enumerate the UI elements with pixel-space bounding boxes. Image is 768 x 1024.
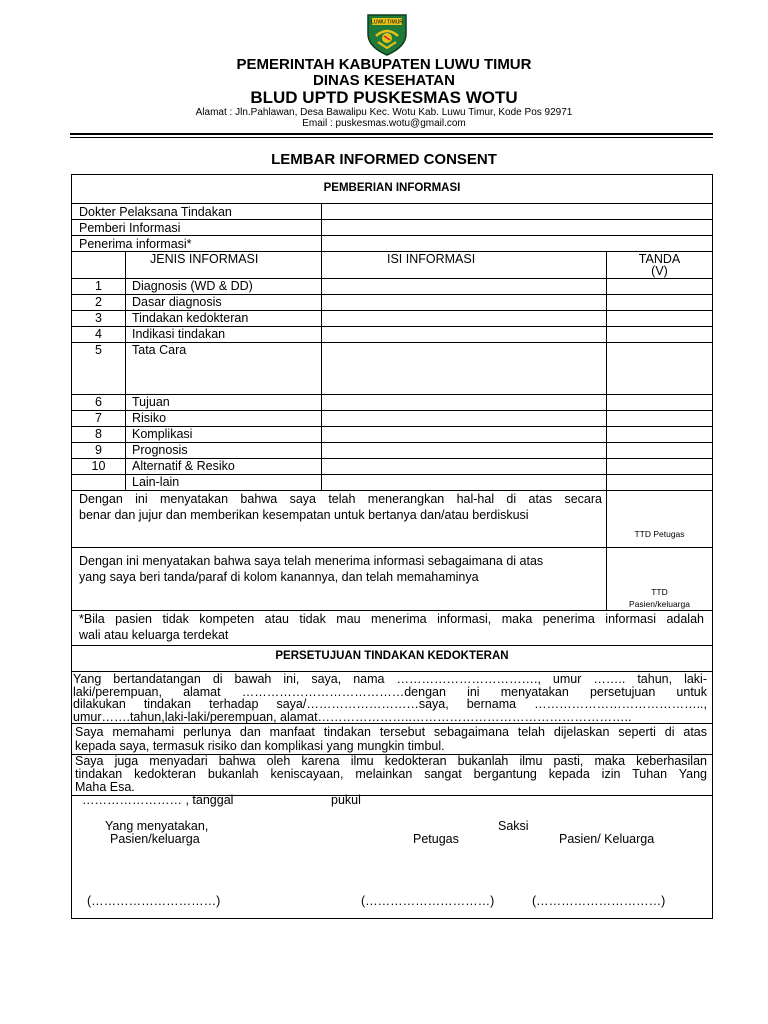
row-label: Tujuan [132, 395, 170, 409]
column-header-type: JENIS INFORMASI [150, 252, 259, 266]
row-label: Lain-lain [132, 475, 180, 489]
patient-signature-field[interactable] [612, 551, 707, 585]
time-label: pukul [331, 793, 361, 807]
field-informant-input[interactable] [324, 221, 710, 234]
place-date-field[interactable]: …………………… , tanggal [82, 793, 234, 807]
row-label: Indikasi tindakan [132, 327, 226, 341]
signature-officer-field[interactable]: (…………………………) [361, 894, 495, 908]
column-header-mark-hint: (V) [651, 264, 668, 278]
info-section-title: PEMBERIAN INFORMASI [323, 182, 461, 194]
field-recipient-input[interactable] [324, 237, 710, 250]
consent-paragraph-acknowledgement: Saya juga menyadari bahwa oleh karena ilmu kedokteran bukanlah ilmu pasti, maka keberhasilan tindakan kedokteran bukanlah keniscayaan, melainkan sangat bergantung kepada izin Tuhan Yang Maha Esa. [75, 754, 707, 794]
witness-family-label: Pasien/ Keluarga [559, 832, 655, 846]
field-label-doctor: Dokter Pelaksana Tindakan [79, 205, 232, 219]
field-doctor-input[interactable] [324, 205, 710, 218]
patient-signature-label: TTD [651, 587, 668, 597]
header-address: Alamat : Jln.Pahlawan, Desa Bawalipu Kec. Wotu Kab. Luwu Timur, Kode Pos 92971 [195, 107, 573, 118]
consent-paragraph-understanding: Saya memahami perlunya dan manfaat tindakan tersebut sebagaimana telah dijelaskan seperti di atas kepada saya, termasuk risiko dan komplikasi yang mungkin timbul. [75, 725, 707, 753]
regency-crest-icon [364, 12, 410, 56]
officer-signature-field[interactable] [612, 493, 707, 525]
patient-signature-label-sub: Pasien/keluarga [629, 599, 690, 609]
witness-title: Saksi [498, 819, 529, 833]
row-number: 7 [95, 411, 102, 425]
header-divider-thin [70, 137, 713, 138]
row-number: 6 [95, 395, 102, 409]
row-number: 1 [95, 279, 102, 293]
consent-form [71, 174, 713, 919]
officer-statement: Dengan ini menyatakan bahwa saya telah menerangkan hal-hal di atas secara benar dan jujur dan memberikan kesempatan untuk bertanya dan/atau berdiskusi [79, 492, 602, 522]
row-number: 10 [91, 459, 106, 473]
consent-paragraph-identity: Yang bertandatangan di bawah ini, saya, nama ……………………………., umur …….. tahun, laki- laki/perempuan, alamat …………………………………dengan ini menyatakan persetujuan untuk dilakukan tindakan terhadap saya/………………………saya, bernama ………………………………….., umur…….tahun,laki-laki/perempuan, alamat…………………..…………………………………………….. [73, 672, 707, 724]
row-number: 2 [95, 295, 102, 309]
row-label: Tindakan kedokteran [132, 311, 249, 325]
declarant-role: Pasien/keluarga [110, 832, 200, 846]
header-institution: BLUD UPTD PUSKESMAS WOTU [250, 88, 518, 107]
signature-declarant-field[interactable]: (…………………………) [87, 894, 221, 908]
row-label: Komplikasi [132, 427, 193, 441]
declarant-label: Yang menyatakan, [105, 819, 209, 833]
column-header-content: ISI INFORMASI [387, 252, 476, 266]
svg-text:LUWU TIMUR: LUWU TIMUR [371, 19, 403, 26]
row-number: 8 [95, 427, 102, 441]
row-label: Diagnosis (WD & DD) [132, 279, 253, 293]
witness-officer-label: Petugas [413, 832, 459, 846]
header-divider [70, 133, 713, 135]
header-government: PEMERINTAH KABUPATEN LUWU TIMUR [236, 56, 532, 73]
recipient-note: *Bila pasien tidak kompeten atau tidak mau menerima informasi, maka penerima informasi adalah wali atau keluarga terdekat [79, 612, 704, 642]
row-number: 5 [95, 343, 102, 357]
form-title: LEMBAR INFORMED CONSENT [271, 151, 497, 168]
row-label: Tata Cara [132, 343, 187, 357]
field-label-informant: Pemberi Informasi [79, 221, 181, 235]
row-number: 9 [95, 443, 102, 457]
patient-statement-line1: Dengan ini menyatakan bahwa saya telah menerima informasi sebagaimana di atas [79, 554, 544, 568]
field-label-recipient: Penerima informasi* [79, 237, 192, 251]
header-department: DINAS KESEHATAN [313, 72, 455, 89]
row-label: Prognosis [132, 443, 188, 457]
row-label: Alternatif & Resiko [132, 459, 235, 473]
row-number: 3 [95, 311, 102, 325]
row-label: Dasar diagnosis [132, 295, 222, 309]
signature-family-field[interactable]: (…………………………) [532, 894, 666, 908]
row-label: Risiko [132, 411, 167, 425]
patient-statement-line2: yang saya beri tanda/paraf di kolom kanannya, dan telah memahaminya [79, 570, 479, 584]
column-header-mark: TANDA [638, 252, 681, 266]
consent-section-title: PERSETUJUAN TINDAKAN KEDOKTERAN [275, 650, 509, 662]
header-email: Email : puskesmas.wotu@gmail.com [302, 118, 466, 129]
officer-signature-label: TTD Petugas [634, 529, 685, 539]
row-number: 4 [95, 327, 102, 341]
